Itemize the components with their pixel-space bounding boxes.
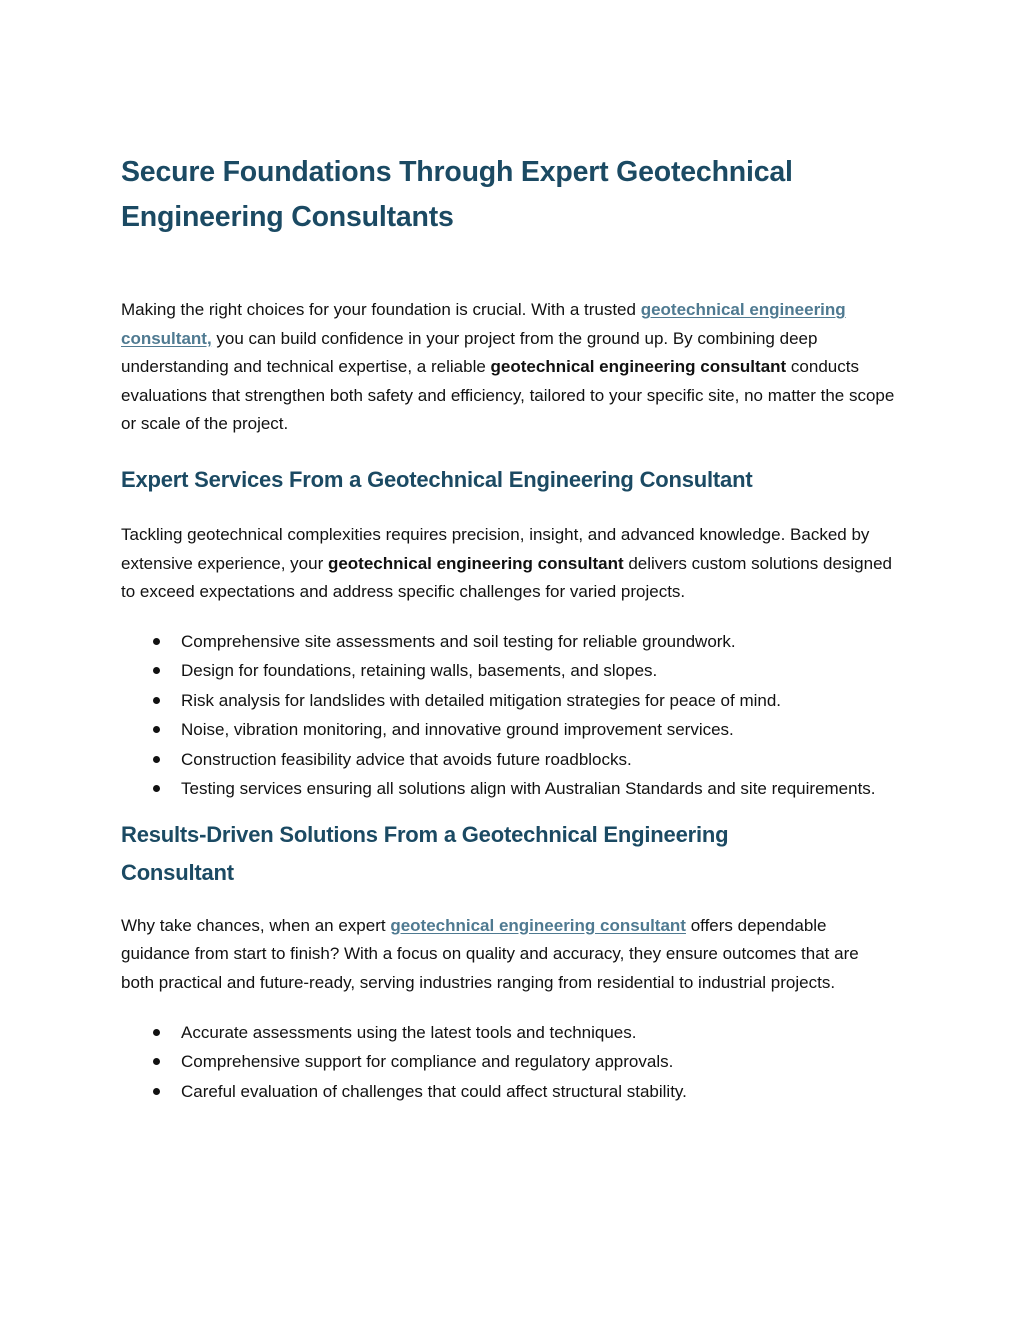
list-item: [121, 1047, 896, 1077]
list-item: [121, 715, 896, 745]
bullet-dot: [153, 667, 160, 674]
section-2-text-2: offers dependable guidance from start to finish? With a focus on quality and accuracy, they ensure outcomes that are both practical and future-ready, serving industries ranging from residential to industrial projects.: [121, 915, 859, 992]
list-item: [121, 1077, 896, 1107]
section-2-heading-line-1: Results-Driven Solutions From a Geotechnical Engineering: [121, 821, 729, 847]
section-2-heading-line-2: Consultant: [121, 859, 234, 885]
section-1-bullet-list: [121, 627, 896, 804]
intro-consultant-link[interactable]: geotechnical engineering consultant,: [121, 300, 846, 348]
list-item-text: Testing services ensuring all solutions align with Australian Standards and site requirements.: [181, 779, 876, 799]
section-1-paragraph: [121, 521, 896, 607]
list-item: [121, 774, 896, 804]
section-1-heading: Expert Services From a Geotechnical Engineering Consultant: [121, 466, 753, 492]
section-2-consultant-link[interactable]: geotechnical engineering consultant: [390, 915, 686, 935]
list-item-text: Construction feasibility advice that avoids future roadblocks.: [181, 749, 632, 769]
list-item-text: Comprehensive support for compliance and regulatory approvals.: [181, 1052, 674, 1072]
list-item: [121, 1018, 896, 1048]
bullet-dot: [153, 785, 160, 792]
list-item-text: Careful evaluation of challenges that could affect structural stability.: [181, 1081, 687, 1101]
section-2-text-1: Why take chances, when an expert: [121, 915, 391, 935]
list-item-text: Noise, vibration monitoring, and innovative ground improvement services.: [181, 720, 734, 740]
list-item: [121, 656, 896, 686]
list-item: [121, 627, 896, 657]
bullet-dot: [153, 756, 160, 763]
intro-text-1: Making the right choices for your foundation is crucial. With a trusted: [121, 300, 641, 319]
list-item-text: Risk analysis for landslides with detailed mitigation strategies for peace of mind.: [181, 690, 782, 710]
section-2-heading: [121, 816, 896, 892]
list-item-text: Design for foundations, retaining walls, basements, and slopes.: [181, 661, 658, 681]
section-1-text-1: Tackling geotechnical complexities requires precision, insight, and advanced knowledge. Backed by extensive experience, your: [121, 524, 870, 573]
bullet-dot: [153, 697, 160, 704]
list-item-text: Accurate assessments using the latest tools and techniques.: [181, 1022, 637, 1042]
section-2-bullet-list: [121, 1018, 896, 1107]
bullet-dot: [153, 1058, 160, 1065]
page-title-line-2: Engineering Consultants: [121, 201, 454, 233]
section-2-paragraph: [121, 912, 896, 998]
intro-text-2: you can build confidence in your project from the ground up. By combining deep understanding and technical expertise, a reliable: [121, 328, 818, 377]
bullet-dot: [153, 726, 160, 733]
list-item: [121, 745, 896, 775]
bullet-dot: [153, 1088, 160, 1095]
intro-paragraph: [121, 296, 896, 439]
page-title: [121, 150, 896, 240]
section-1-text-2: delivers custom solutions designed to exceed expectations and address specific challenges for varied projects.: [121, 553, 892, 602]
page-title-line-1: Secure Foundations Through Expert Geotechnical: [121, 156, 793, 188]
intro-text-3: conducts evaluations that strengthen both safety and efficiency, tailored to your specific site, no matter the scope or scale of the project.: [121, 357, 895, 434]
section-1-bold-term: geotechnical engineering consultant: [327, 553, 624, 573]
intro-bold-term: geotechnical engineering consultant: [490, 357, 787, 377]
bullet-dot: [153, 1029, 160, 1036]
bullet-dot: [153, 638, 160, 645]
list-item-text: Comprehensive site assessments and soil testing for reliable groundwork.: [181, 631, 736, 651]
list-item: [121, 686, 896, 716]
document-content: [121, 150, 896, 1106]
